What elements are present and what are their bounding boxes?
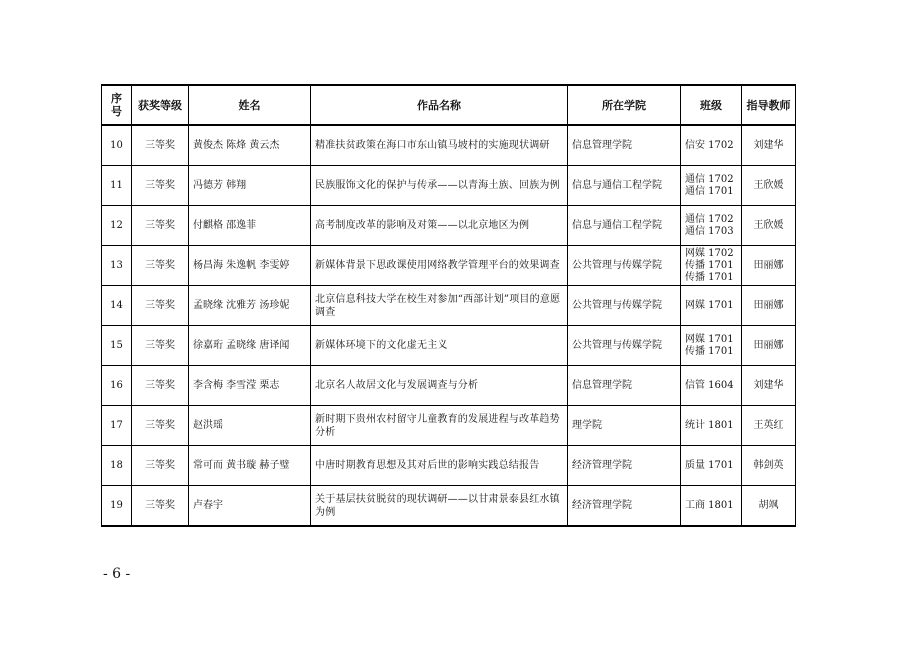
cell-college: 经济管理学院 bbox=[568, 486, 681, 527]
cell-class bbox=[681, 486, 742, 527]
cell-name: 孟晓缘 沈雅芳 汤珍妮 bbox=[189, 286, 311, 326]
header-name: 姓名 bbox=[189, 85, 311, 125]
cell-seq: 16 bbox=[102, 366, 132, 406]
header-row bbox=[102, 85, 796, 125]
class-line: 信管 1604 bbox=[685, 379, 734, 391]
class-line: 通信 1702 bbox=[685, 173, 734, 185]
class-line: 网媒 1702 bbox=[685, 247, 734, 259]
class-line: 质量 1701 bbox=[685, 459, 734, 471]
cell-seq: 14 bbox=[102, 286, 132, 326]
header-class: 班级 bbox=[681, 85, 742, 125]
cell-prize: 三等奖 bbox=[132, 446, 189, 486]
cell-name: 付麒格 邵逸菲 bbox=[189, 206, 311, 246]
cell-class bbox=[681, 366, 742, 406]
cell-name: 杨昌海 朱逸帆 李雯婷 bbox=[189, 246, 311, 286]
cell-class bbox=[681, 206, 742, 246]
cell-class bbox=[681, 286, 742, 326]
class-line: 传播 1701 bbox=[685, 345, 734, 357]
cell-teacher: 王英红 bbox=[742, 406, 796, 446]
header-college: 所在学院 bbox=[568, 85, 681, 125]
cell-name: 冯德芳 韩翔 bbox=[189, 166, 311, 206]
class-line: 网媒 1701 bbox=[685, 299, 734, 311]
cell-name: 赵洪瑶 bbox=[189, 406, 311, 446]
table-row bbox=[102, 326, 796, 366]
cell-prize: 三等奖 bbox=[132, 166, 189, 206]
cell-college: 信息管理学院 bbox=[568, 366, 681, 406]
cell-title: 中唐时期教育思想及其对后世的影响实践总结报告 bbox=[311, 446, 568, 486]
cell-teacher: 刘建华 bbox=[742, 125, 796, 166]
cell-college: 公共管理与传媒学院 bbox=[568, 246, 681, 286]
table-row bbox=[102, 446, 796, 486]
cell-teacher: 王欣媛 bbox=[742, 166, 796, 206]
class-line: 通信 1703 bbox=[685, 225, 734, 237]
cell-title: 北京信息科技大学在校生对参加“西部计划”项目的意愿调查 bbox=[311, 286, 568, 326]
cell-college: 信息管理学院 bbox=[568, 125, 681, 166]
page-number: - 6 - bbox=[103, 566, 131, 582]
cell-prize: 三等奖 bbox=[132, 326, 189, 366]
award-table bbox=[101, 84, 796, 527]
table-row bbox=[102, 246, 796, 286]
cell-title: 北京名人故居文化与发展调查与分析 bbox=[311, 366, 568, 406]
cell-title: 新媒体背景下思政课使用网络教学管理平台的效果调查 bbox=[311, 246, 568, 286]
header-teacher: 指导教师 bbox=[742, 85, 796, 125]
cell-prize: 三等奖 bbox=[132, 286, 189, 326]
cell-class bbox=[681, 166, 742, 206]
cell-seq: 10 bbox=[102, 125, 132, 166]
cell-name: 卢春宇 bbox=[189, 486, 311, 527]
cell-title: 精准扶贫政策在海口市东山镇马坡村的实施现状调研 bbox=[311, 125, 568, 166]
cell-seq: 15 bbox=[102, 326, 132, 366]
cell-teacher: 田丽娜 bbox=[742, 286, 796, 326]
class-line: 传播 1701 bbox=[685, 271, 734, 283]
class-line: 通信 1702 bbox=[685, 213, 734, 225]
cell-class bbox=[681, 446, 742, 486]
cell-prize: 三等奖 bbox=[132, 486, 189, 527]
table-row bbox=[102, 366, 796, 406]
cell-prize: 三等奖 bbox=[132, 125, 189, 166]
header-title: 作品名称 bbox=[311, 85, 568, 125]
cell-college: 信息与通信工程学院 bbox=[568, 206, 681, 246]
cell-teacher: 田丽娜 bbox=[742, 246, 796, 286]
cell-teacher: 田丽娜 bbox=[742, 326, 796, 366]
cell-teacher: 韩剑英 bbox=[742, 446, 796, 486]
cell-college: 经济管理学院 bbox=[568, 446, 681, 486]
cell-name: 黄俊杰 陈烽 黄云杰 bbox=[189, 125, 311, 166]
cell-class bbox=[681, 125, 742, 166]
table-row bbox=[102, 206, 796, 246]
class-line: 通信 1701 bbox=[685, 185, 734, 197]
class-line: 工商 1801 bbox=[685, 499, 734, 511]
cell-title: 民族服饰文化的保护与传承——以青海土族、回族为例 bbox=[311, 166, 568, 206]
cell-name: 徐嘉珩 孟晓缘 唐译闻 bbox=[189, 326, 311, 366]
cell-title: 新时期下贵州农村留守儿童教育的发展进程与改革趋势分析 bbox=[311, 406, 568, 446]
cell-name: 常可而 黄书璇 赫子璧 bbox=[189, 446, 311, 486]
cell-teacher: 刘建华 bbox=[742, 366, 796, 406]
cell-seq: 11 bbox=[102, 166, 132, 206]
cell-prize: 三等奖 bbox=[132, 406, 189, 446]
cell-name: 李含梅 李雪滢 栗志 bbox=[189, 366, 311, 406]
cell-title: 新媒体环境下的文化虚无主义 bbox=[311, 326, 568, 366]
cell-seq: 17 bbox=[102, 406, 132, 446]
cell-teacher: 王欣媛 bbox=[742, 206, 796, 246]
header-prize: 获奖等级 bbox=[132, 85, 189, 125]
cell-seq: 19 bbox=[102, 486, 132, 527]
header-seq: 序号 bbox=[102, 85, 132, 125]
class-line: 统计 1801 bbox=[685, 419, 734, 431]
cell-seq: 12 bbox=[102, 206, 132, 246]
cell-title: 高考制度改革的影响及对策——以北京地区为例 bbox=[311, 206, 568, 246]
table-header bbox=[102, 85, 796, 125]
cell-prize: 三等奖 bbox=[132, 206, 189, 246]
table-row bbox=[102, 486, 796, 527]
class-line: 网媒 1701 bbox=[685, 333, 734, 345]
cell-class bbox=[681, 246, 742, 286]
cell-class bbox=[681, 406, 742, 446]
cell-seq: 18 bbox=[102, 446, 132, 486]
cell-prize: 三等奖 bbox=[132, 366, 189, 406]
cell-seq: 13 bbox=[102, 246, 132, 286]
table-row bbox=[102, 286, 796, 326]
cell-prize: 三等奖 bbox=[132, 246, 189, 286]
cell-college: 公共管理与传媒学院 bbox=[568, 286, 681, 326]
class-line: 信安 1702 bbox=[685, 139, 734, 151]
table-row bbox=[102, 166, 796, 206]
cell-college: 信息与通信工程学院 bbox=[568, 166, 681, 206]
cell-class bbox=[681, 326, 742, 366]
cell-college: 公共管理与传媒学院 bbox=[568, 326, 681, 366]
class-line: 传播 1701 bbox=[685, 259, 734, 271]
table-row bbox=[102, 125, 796, 166]
table-body bbox=[102, 125, 796, 526]
table-row bbox=[102, 406, 796, 446]
cell-college: 理学院 bbox=[568, 406, 681, 446]
cell-title: 关于基层扶贫脱贫的现状调研——以甘肃景泰县红水镇为例 bbox=[311, 486, 568, 527]
cell-teacher: 胡飒 bbox=[742, 486, 796, 527]
